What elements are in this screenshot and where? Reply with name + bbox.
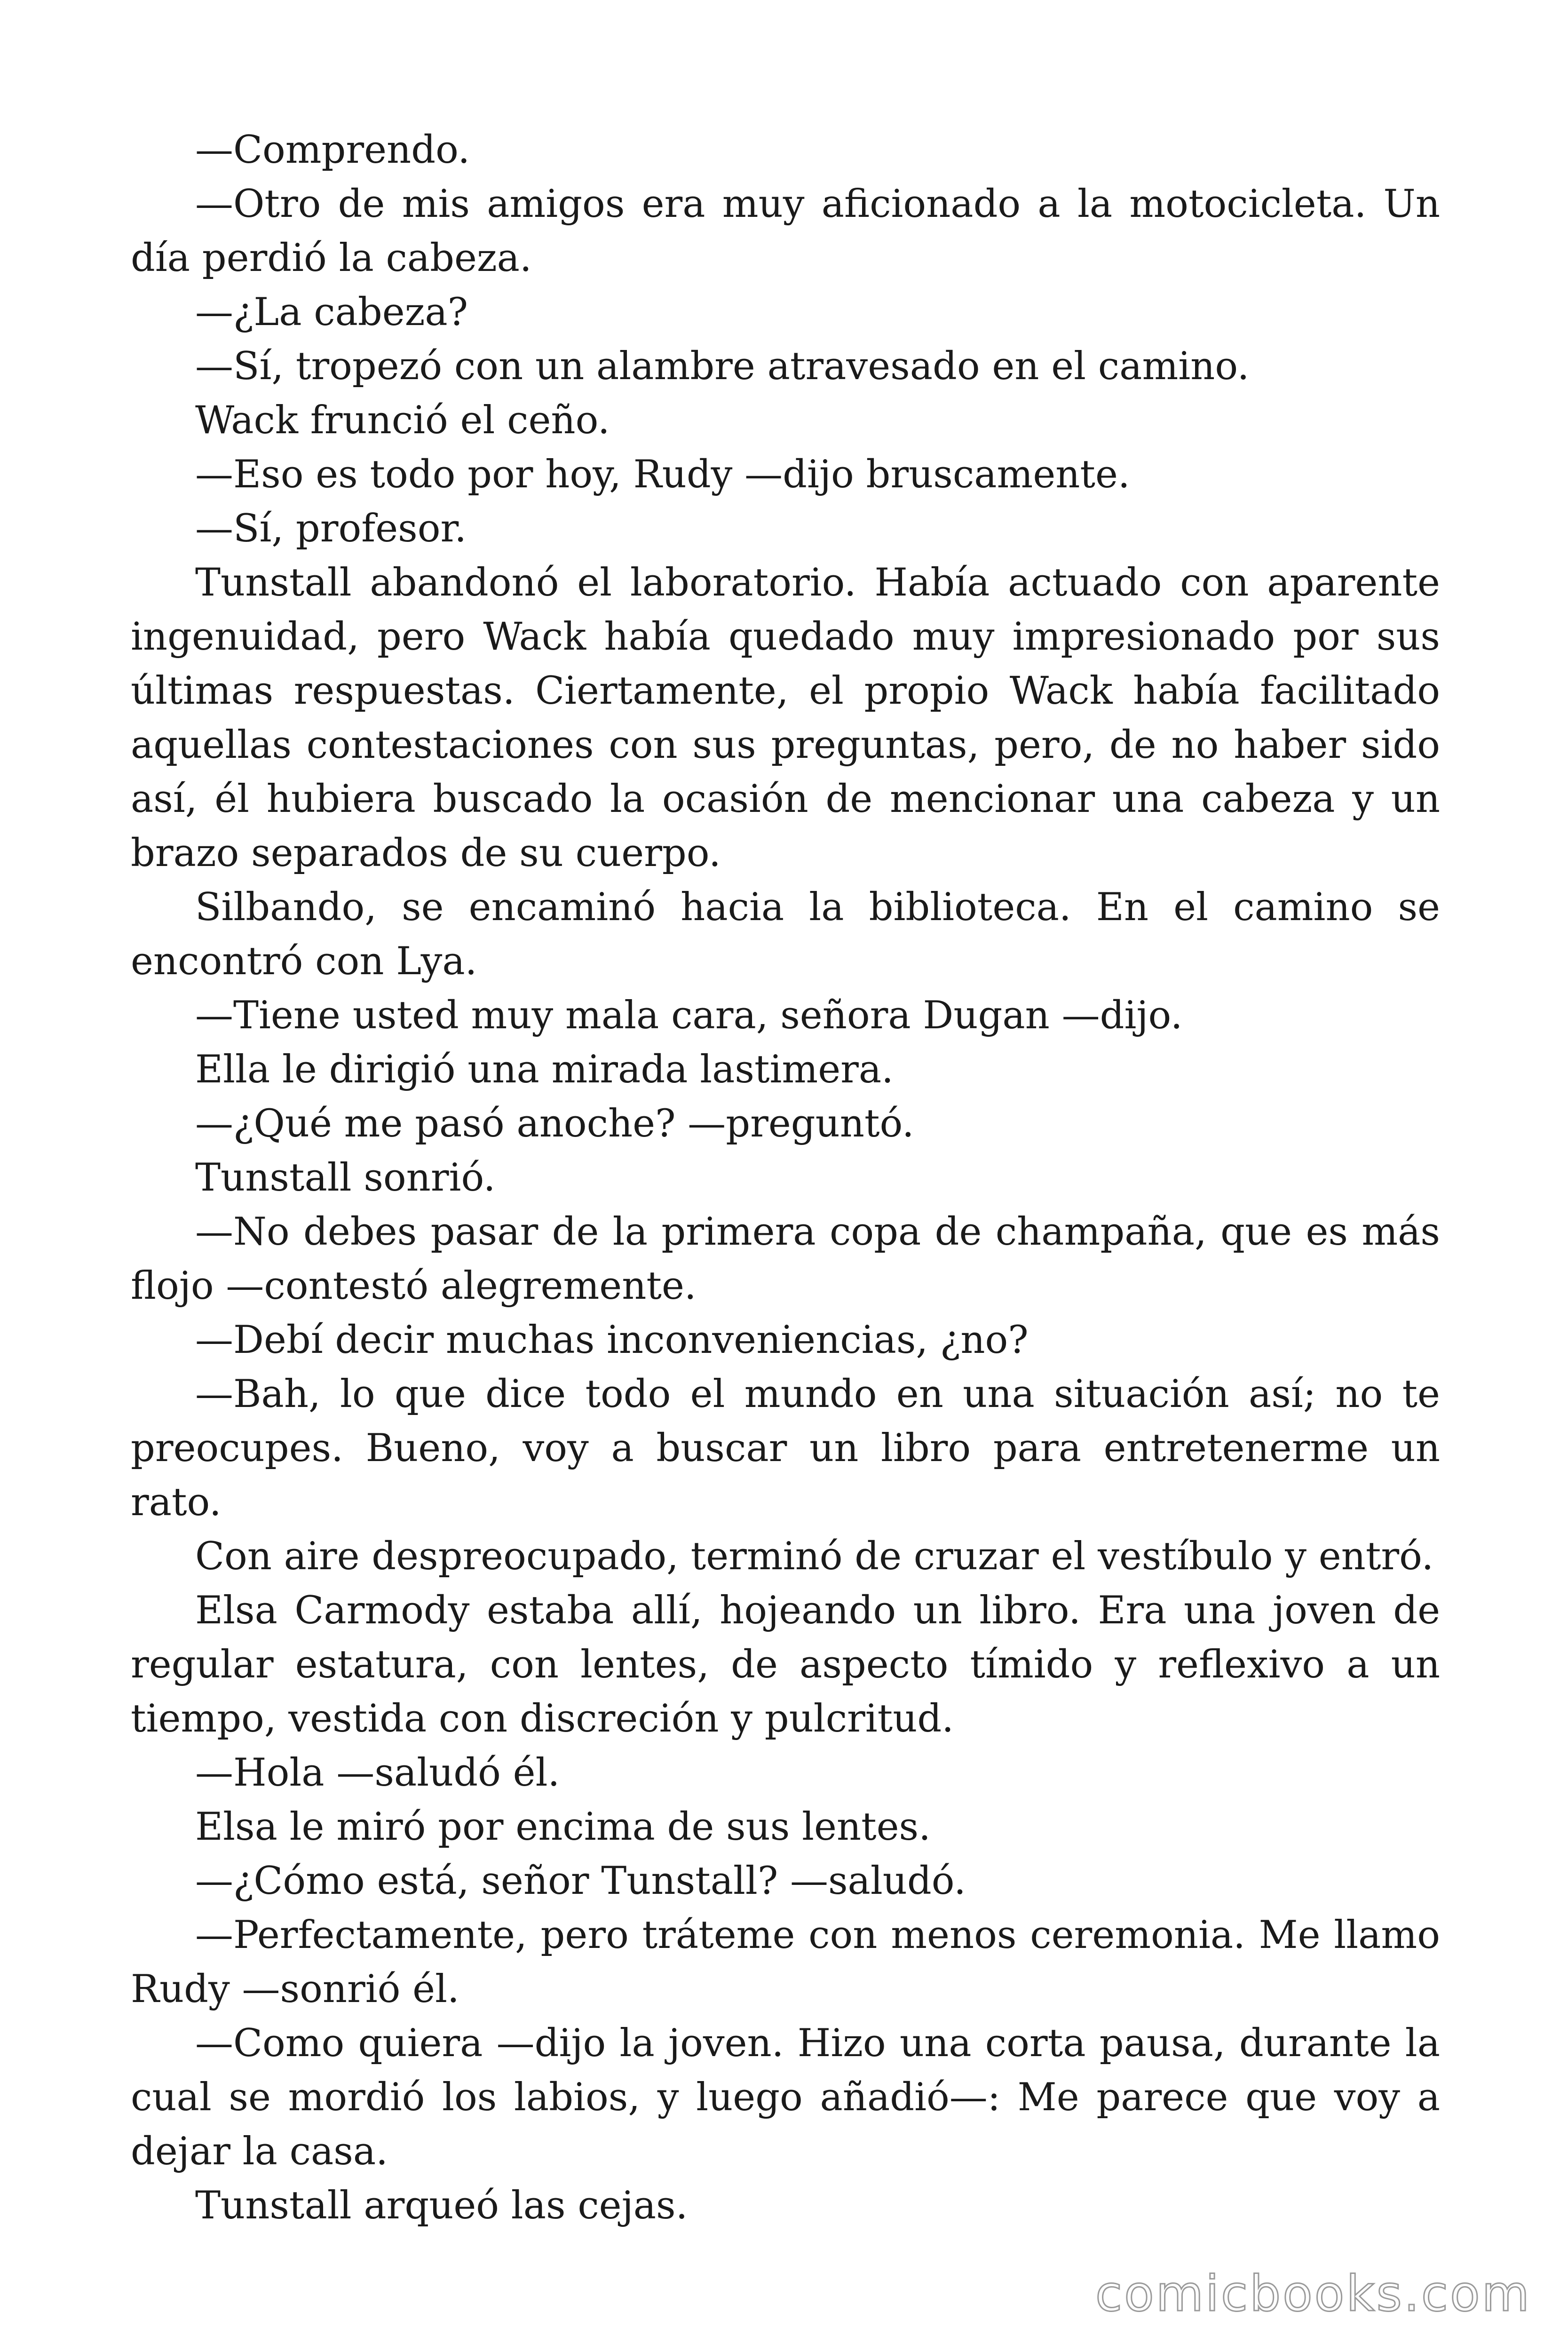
paragraph: Tunstall abandonó el laboratorio. Había actuado con aparente ingenuidad, pero Wack había quedado muy impresionado por sus últimas respuestas. Ciertamente, el propio Wack había facilitado aquellas contestaciones con sus preguntas, pero, de no haber sido así, él hubiera buscado la ocasión de mencionar una cabeza y un brazo separados de su cuerpo. xyxy=(131,561,1440,875)
paragraph: —Bah, lo que dice todo el mundo en una situación así; no te preocupes. Bueno, voy a buscar un libro para entretenerme un rato. xyxy=(131,1372,1440,1525)
paragraph: —Otro de mis amigos era muy aficionado a la motocicleta. Un día perdió la cabeza. xyxy=(131,182,1440,280)
paragraph: —Debí decir muchas inconveniencias, ¿no? xyxy=(195,1318,1029,1362)
paragraph: Silbando, se encaminó hacia la biblioteca. En el camino se encontró con Lya. xyxy=(131,885,1440,984)
paragraph: Tunstall sonrió. xyxy=(195,1156,496,1200)
paragraph: Con aire despreocupado, terminó de cruzar el vestíbulo y entró. xyxy=(195,1534,1434,1579)
watermark: comicbooks.com xyxy=(1095,2265,1531,2322)
paragraph: —¿Qué me pasó anoche? —preguntó. xyxy=(195,1102,914,1146)
paragraph: —Sí, tropezó con un alambre atravesado en el camino. xyxy=(195,344,1250,389)
paragraph: —¿La cabeza? xyxy=(195,290,468,334)
paragraph: Ella le dirigió una mirada lastimera. xyxy=(195,1048,894,1092)
paragraph: Elsa Carmody estaba allí, hojeando un libro. Era una joven de regular estatura, con lentes, de aspecto tímido y reflexivo a un tiempo, vestida con discreción y pulcritud. xyxy=(131,1589,1440,1741)
paragraph: —Sí, profesor. xyxy=(195,507,467,551)
paragraph: —Eso es todo por hoy, Rudy —dijo bruscamente. xyxy=(195,453,1130,497)
paragraph: —¿Cómo está, señor Tunstall? —saludó. xyxy=(195,1859,966,1903)
paragraph: Tunstall arqueó las cejas. xyxy=(195,2184,688,2228)
paragraph: Wack frunció el ceño. xyxy=(195,398,610,443)
paragraph: —Como quiera —dijo la joven. Hizo una corta pausa, durante la cual se mordió los labios, y luego añadió—: Me parece que voy a dejar la casa. xyxy=(131,2021,1440,2174)
paragraph: —Hola —saludó él. xyxy=(195,1751,560,1795)
paragraph: —Perfectamente, pero tráteme con menos ceremonia. Me llamo Rudy —sonrió él. xyxy=(131,1913,1440,2011)
paragraph: —Tiene usted muy mala cara, señora Dugan —dijo. xyxy=(195,993,1183,1038)
paragraph: —No debes pasar de la primera copa de champaña, que es más flojo —contestó alegremente. xyxy=(131,1210,1440,1308)
page-text xyxy=(131,123,1440,2233)
paragraph: —Comprendo. xyxy=(195,128,470,172)
paragraph: Elsa le miró por encima de sus lentes. xyxy=(195,1805,931,1849)
